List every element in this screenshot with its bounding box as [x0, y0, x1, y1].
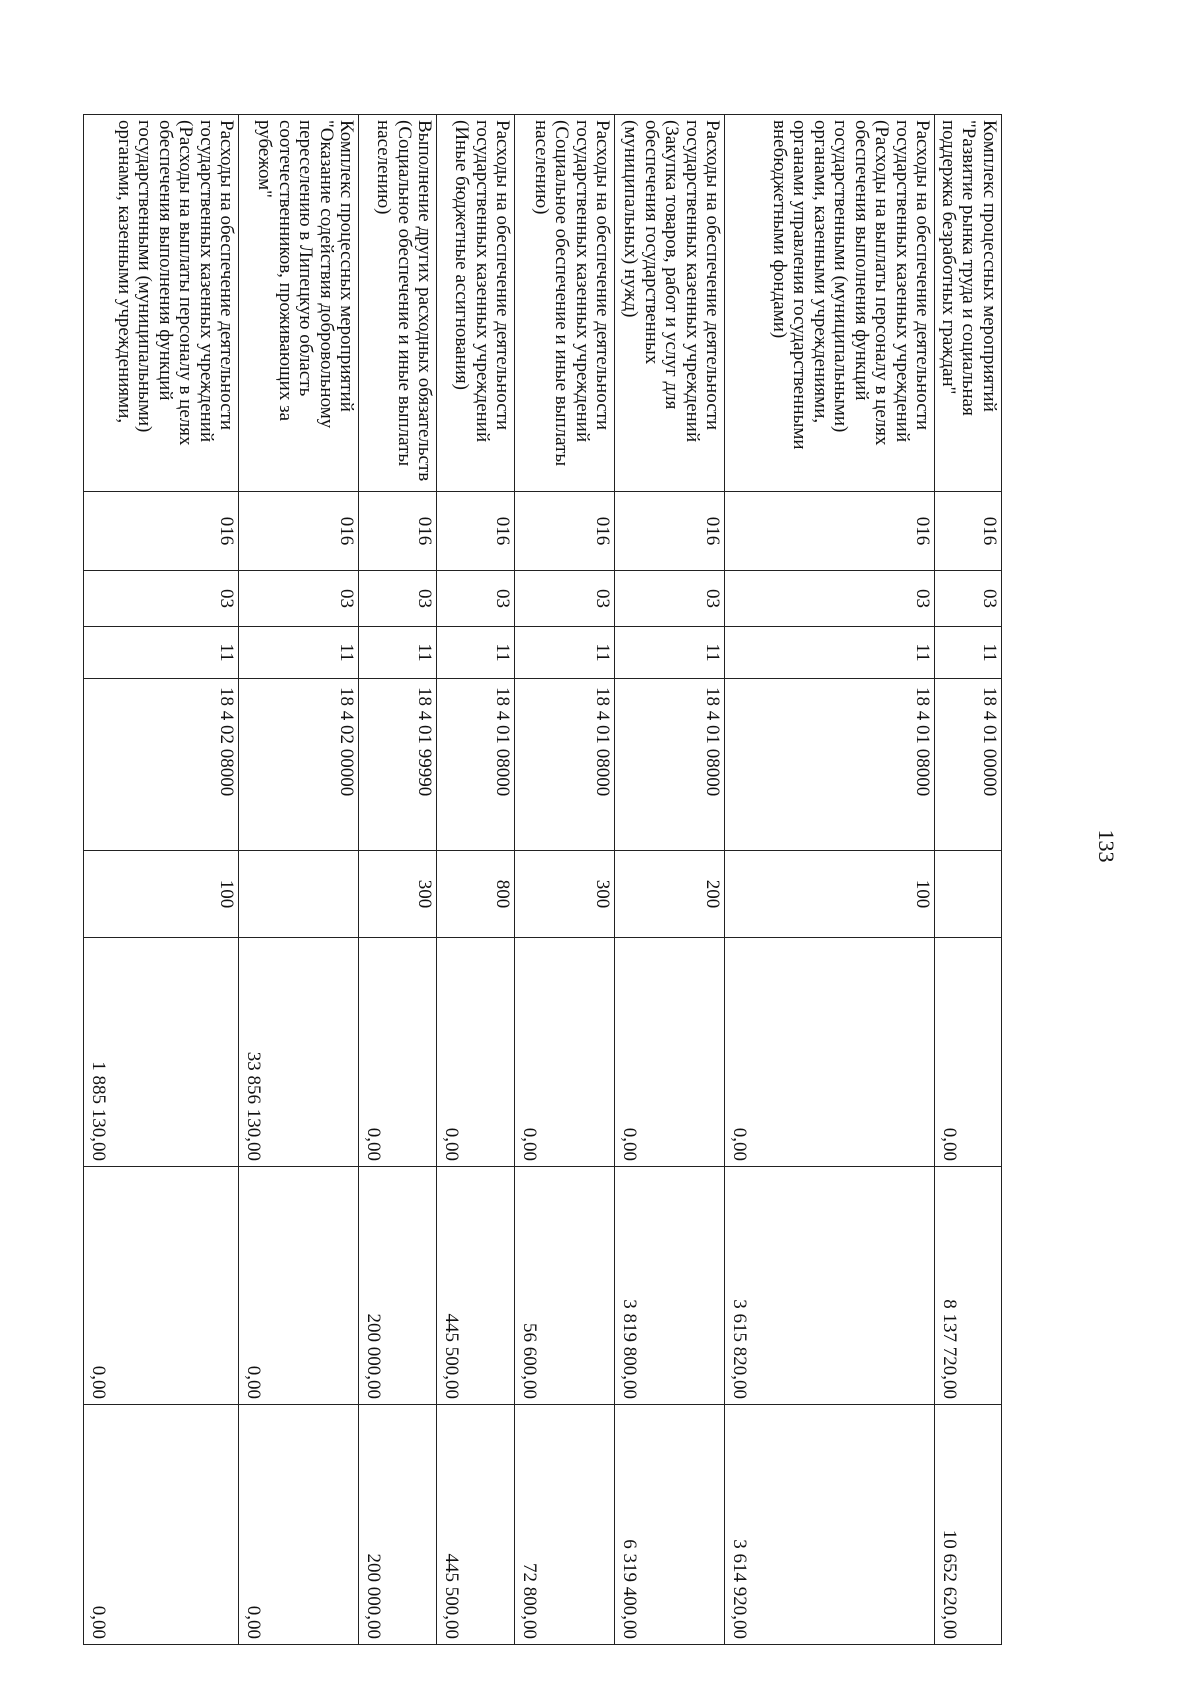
amount-year-3: 3 614 920,00 — [725, 1405, 935, 1645]
expense-type-code — [239, 851, 359, 938]
row-name: Комплекс процессных мероприятий "Оказание содействия добровольному переселению в Липецкую область соотечественников, проживающих за рубежом" — [239, 115, 359, 492]
table-row — [437, 115, 515, 1645]
section-code: 03 — [935, 571, 1002, 627]
target-article-code: 18 4 01 99990 — [359, 679, 437, 851]
amount-year-2: 3 819 800,00 — [615, 1167, 725, 1405]
expense-type-code: 300 — [515, 851, 615, 938]
amount-year-3: 0,00 — [84, 1405, 239, 1645]
subsection-code: 11 — [615, 627, 725, 679]
target-article-code: 18 4 01 08000 — [437, 679, 515, 851]
section-code: 03 — [437, 571, 515, 627]
row-name: Расходы на обеспечение деятельности государственных казенных учреждений (Закупка товаров, работ и услуг для обеспечения государственных (муниципальных) нужд) — [615, 115, 725, 492]
amount-year-1: 0,00 — [935, 938, 1002, 1167]
amount-year-1: 0,00 — [359, 938, 437, 1167]
section-code: 03 — [515, 571, 615, 627]
table-row — [239, 115, 359, 1645]
section-code: 03 — [725, 571, 935, 627]
table-row — [935, 115, 1002, 1645]
expense-type-code: 300 — [359, 851, 437, 938]
budget-table-container — [88, 114, 1002, 1644]
amount-year-2: 56 600,00 — [515, 1167, 615, 1405]
target-article-code: 18 4 01 08000 — [515, 679, 615, 851]
target-article-code: 18 4 01 08000 — [725, 679, 935, 851]
amount-year-1: 1 885 130,00 — [84, 938, 239, 1167]
amount-year-1: 0,00 — [515, 938, 615, 1167]
row-name: Расходы на обеспечение деятельности государственных казенных учреждений (Расходы на выплаты персоналу в целях обеспечения выполнения функций государственными (муниципальными) органами, казенными учреждениями, органами управления государственными внебюджетными фондами) — [725, 115, 935, 492]
target-article-code: 18 4 01 00000 — [935, 679, 1002, 851]
amount-year-2: 0,00 — [84, 1167, 239, 1405]
subsection-code: 11 — [935, 627, 1002, 679]
page-number: 133 — [1094, 829, 1119, 863]
table-row — [359, 115, 437, 1645]
table-row — [84, 115, 239, 1645]
ministry-code: 016 — [615, 492, 725, 571]
ministry-code: 016 — [935, 492, 1002, 571]
amount-year-3: 445 500,00 — [437, 1405, 515, 1645]
amount-year-3: 6 319 400,00 — [615, 1405, 725, 1645]
ministry-code: 016 — [725, 492, 935, 571]
amount-year-2: 200 000,00 — [359, 1167, 437, 1405]
expense-type-code — [935, 851, 1002, 938]
subsection-code: 11 — [437, 627, 515, 679]
table-row — [515, 115, 615, 1645]
amount-year-1: 0,00 — [437, 938, 515, 1167]
target-article-code: 18 4 02 08000 — [84, 679, 239, 851]
amount-year-1: 0,00 — [725, 938, 935, 1167]
row-name: Выполнение других расходных обязательств (Социальное обеспечение и иные выплаты населению) — [359, 115, 437, 492]
amount-year-1: 33 856 130,00 — [239, 938, 359, 1167]
subsection-code: 11 — [239, 627, 359, 679]
amount-year-2: 8 137 720,00 — [935, 1167, 1002, 1405]
amount-year-3: 200 000,00 — [359, 1405, 437, 1645]
section-code: 03 — [615, 571, 725, 627]
ministry-code: 016 — [359, 492, 437, 571]
subsection-code: 11 — [359, 627, 437, 679]
ministry-code: 016 — [84, 492, 239, 571]
expense-type-code: 100 — [725, 851, 935, 938]
table-row — [725, 115, 935, 1645]
expense-type-code: 100 — [84, 851, 239, 938]
ministry-code: 016 — [515, 492, 615, 571]
ministry-code: 016 — [239, 492, 359, 571]
expense-type-code: 200 — [615, 851, 725, 938]
section-code: 03 — [239, 571, 359, 627]
row-name: Расходы на обеспечение деятельности государственных казенных учреждений (Расходы на выплаты персоналу в целях обеспечения выполнения функций государственными (муниципальными) органами, казенными учреждениями, — [84, 115, 239, 492]
expense-type-code: 800 — [437, 851, 515, 938]
amount-year-2: 3 615 820,00 — [725, 1167, 935, 1405]
target-article-code: 18 4 02 00000 — [239, 679, 359, 851]
amount-year-2: 0,00 — [239, 1167, 359, 1405]
budget-table-body — [84, 115, 1002, 1645]
amount-year-3: 72 800,00 — [515, 1405, 615, 1645]
section-code: 03 — [84, 571, 239, 627]
amount-year-1: 0,00 — [615, 938, 725, 1167]
row-name: Расходы на обеспечение деятельности государственных казенных учреждений (Иные бюджетные ассигнования) — [437, 115, 515, 492]
amount-year-3: 0,00 — [239, 1405, 359, 1645]
table-row — [615, 115, 725, 1645]
row-name: Расходы на обеспечение деятельности государственных казенных учреждений (Социальное обеспечение и иные выплаты населению) — [515, 115, 615, 492]
ministry-code: 016 — [437, 492, 515, 571]
subsection-code: 11 — [515, 627, 615, 679]
row-name: Комплекс процессных мероприятий "Развитие рынка труда и социальная поддержка безработных граждан" — [935, 115, 1002, 492]
subsection-code: 11 — [84, 627, 239, 679]
section-code: 03 — [359, 571, 437, 627]
subsection-code: 11 — [725, 627, 935, 679]
amount-year-2: 445 500,00 — [437, 1167, 515, 1405]
budget-table — [84, 114, 1003, 1645]
amount-year-3: 10 652 620,00 — [935, 1405, 1002, 1645]
target-article-code: 18 4 01 08000 — [615, 679, 725, 851]
